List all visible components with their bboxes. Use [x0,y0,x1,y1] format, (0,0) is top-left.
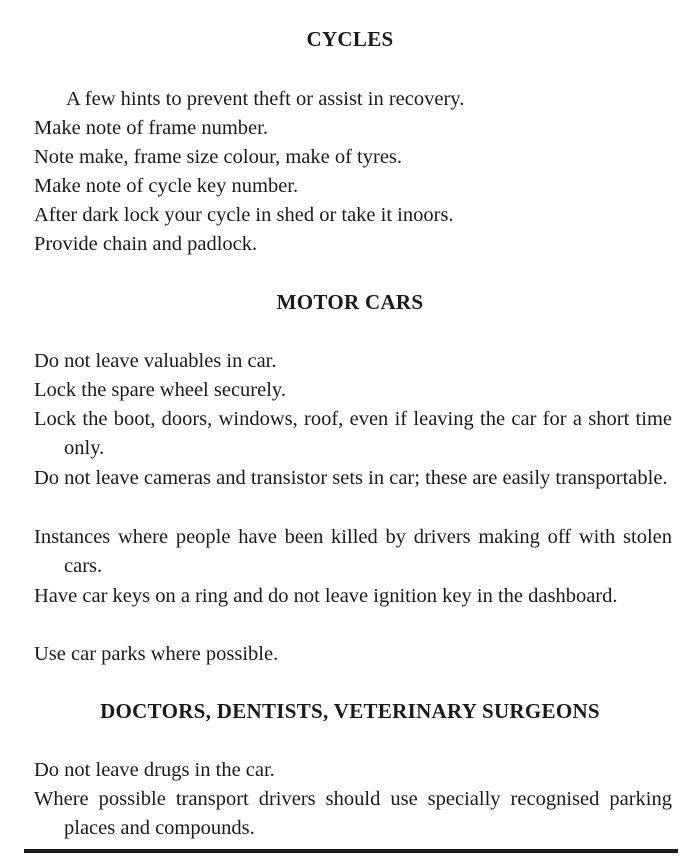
cycles-item-chain-padlock: Provide chain and padlock. [34,233,258,255]
motor-cars-item-cameras: Do not leave cameras and transistor sets in car; these are easily transportable. [34,467,668,489]
cycles-item-frame-number: Make note of frame number. [34,117,268,139]
motor-cars-item-valuables: Do not leave valuables in car. [34,350,277,372]
cycles-intro: A few hints to prevent theft or assist in recovery. [66,88,465,110]
doctors-heading: DOCTORS, DENTISTS, VETERINARY SURGEONS [100,699,600,723]
doctors-item-parking: Where possible transport drivers should use specially recognised parking places and compounds. [34,788,672,839]
doctors-item-drugs: Do not leave drugs in the car. [34,759,275,781]
cycles-item-lock-shed: After dark lock your cycle in shed or take it inoors. [34,204,454,226]
cycles-item-key-number: Make note of cycle key number. [34,175,299,197]
motor-cars-heading: MOTOR CARS [276,290,424,314]
motor-cars-item-ignition-key: Have car keys on a ring and do not leave ignition key in the dashboard. [34,585,618,607]
motor-cars-item-stolen-cars: Instances where people have been killed by drivers making off with stolen cars. [34,526,672,577]
motor-cars-item-car-parks: Use car parks where possible. [34,643,279,665]
cycles-heading: CYCLES [306,27,394,51]
motor-cars-item-lock-boot: Lock the boot, doors, windows, roof, even if leaving the car for a short time only. [34,408,672,459]
bottom-rule [24,849,678,853]
cycles-item-make-size: Note make, frame size colour, make of tyres. [34,146,403,168]
motor-cars-item-spare-wheel: Lock the spare wheel securely. [34,379,286,401]
